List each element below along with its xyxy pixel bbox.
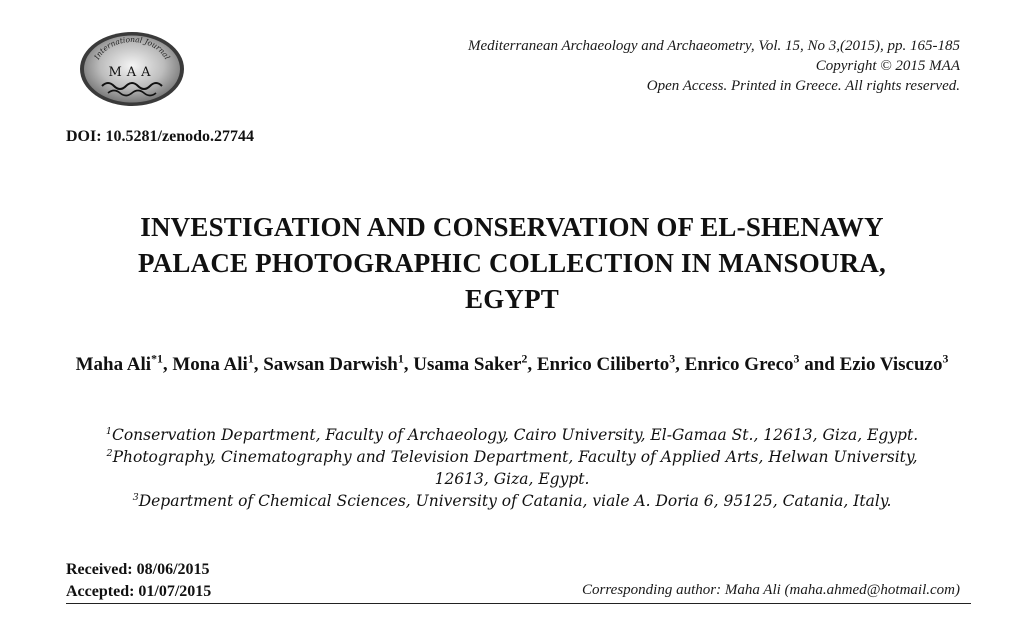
author-affiliation-mark: 1 <box>247 352 254 366</box>
accepted-date: Accepted: 01/07/2015 <box>66 583 212 600</box>
affiliation-number: 3 <box>132 491 139 503</box>
affiliation-3 <box>40 490 984 512</box>
title-line-3: EGYPT <box>464 284 559 314</box>
author-name: Ezio Viscuzo <box>839 354 943 375</box>
affiliation-2-cont: 12613, Giza, Egypt. <box>434 470 590 488</box>
author-list <box>40 352 984 378</box>
affiliation-2 <box>40 446 984 468</box>
author-affiliation-mark: 3 <box>793 352 800 366</box>
submission-dates <box>66 559 211 603</box>
title-line-1: INVESTIGATION AND CONSERVATION OF EL-SHENAWY <box>140 212 884 242</box>
received-date: Received: 08/06/2015 <box>66 561 210 578</box>
affiliation-text: Conservation Department, Faculty of Archaeology, Cairo University, El-Gamaa St., 12613, Giza, Egypt. <box>111 426 919 444</box>
author-separator: and <box>799 354 840 375</box>
journal-citation: Mediterranean Archaeology and Archaeometry, Vol. 15, No 3,(2015), pp. 165-185 <box>467 38 960 54</box>
author-affiliation-mark: 1 <box>397 352 404 366</box>
author-separator: , <box>162 354 173 375</box>
logo-ring-text: International Journal <box>92 34 172 61</box>
author-separator: , <box>253 354 264 375</box>
author-separator: , <box>403 354 414 375</box>
author-affiliation-mark: *1 <box>151 352 163 366</box>
author-separator: , <box>527 354 537 375</box>
author-name: Enrico Ciliberto <box>536 354 670 375</box>
author-name: Sawsan Darwish <box>263 354 398 375</box>
author-name: Usama Saker <box>413 354 522 375</box>
journal-header <box>468 36 960 96</box>
author-affiliation-mark: 2 <box>521 352 528 366</box>
affiliation-text: Photography, Cinematography and Television Department, Faculty of Applied Arts, Helwan University, <box>112 448 918 466</box>
logo-letters: MAA <box>108 65 156 80</box>
affiliation-number: 2 <box>106 447 113 459</box>
author-affiliation-mark: 3 <box>942 352 949 366</box>
affiliation-number: 1 <box>105 425 112 437</box>
title-line-2: PALACE PHOTOGRAPHIC COLLECTION IN MANSOURA, <box>138 248 886 278</box>
doi[interactable]: DOI: 10.5281/zenodo.27744 <box>66 128 254 145</box>
journal-copyright: Copyright © 2015 MAA <box>815 58 960 74</box>
journal-logo <box>78 30 186 108</box>
author-name: Maha Ali <box>75 354 152 375</box>
author-separator: , <box>675 354 685 375</box>
corresponding-author[interactable]: Corresponding author: Maha Ali (maha.ahmed@hotmail.com) <box>582 582 960 598</box>
affiliation-list <box>40 424 984 512</box>
paper-title <box>40 209 984 317</box>
footer-divider <box>66 603 971 604</box>
affiliation-text: Department of Chemical Sciences, University of Catania, viale A. Doria 6, 95125, Catania, Italy. <box>138 492 892 510</box>
journal-access: Open Access. Printed in Greece. All rights reserved. <box>646 78 960 94</box>
author-name: Mona Ali <box>172 354 248 375</box>
author-name: Enrico Greco <box>684 354 794 375</box>
author-affiliation-mark: 3 <box>669 352 676 366</box>
affiliation-1 <box>40 424 984 446</box>
